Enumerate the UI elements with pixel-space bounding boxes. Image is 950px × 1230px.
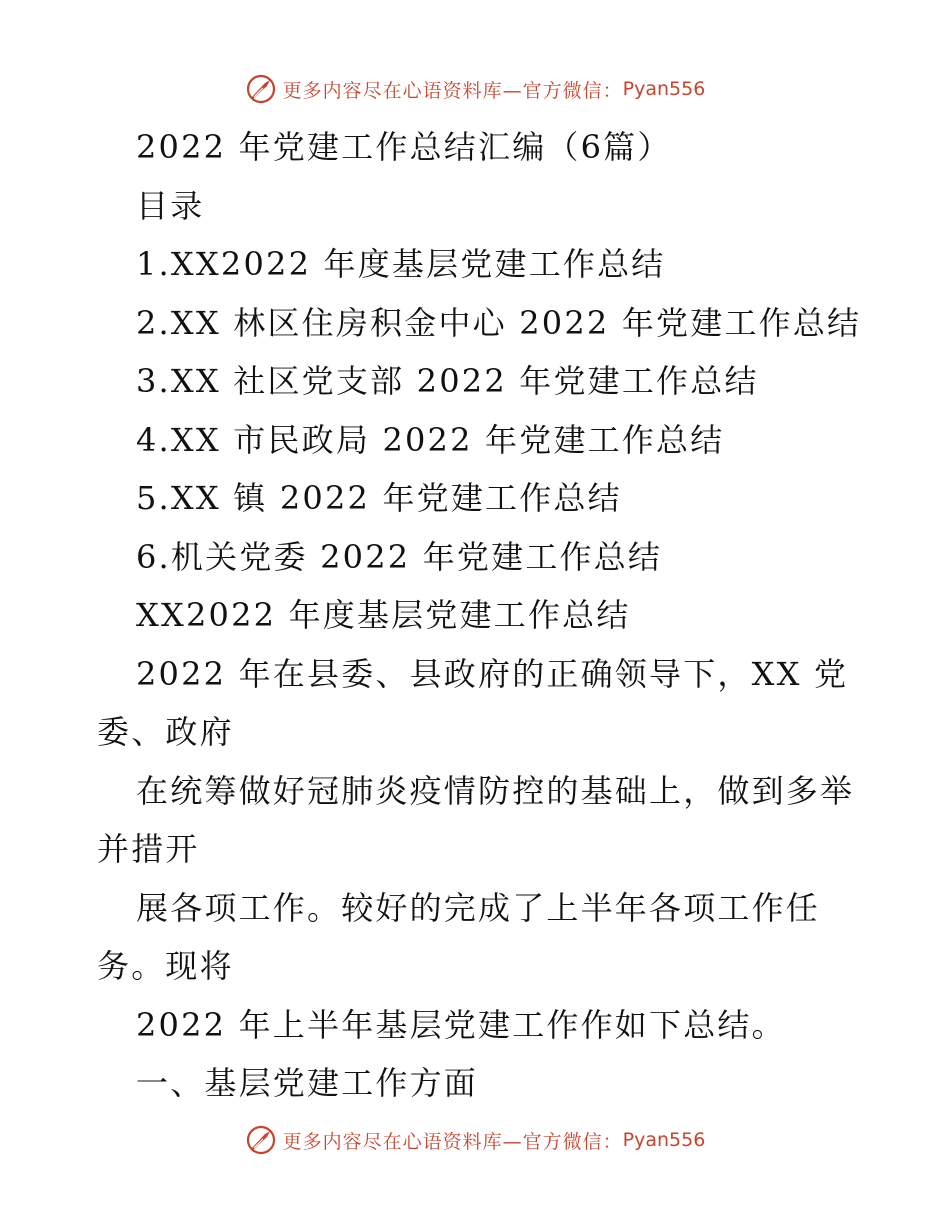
document-body: [97, 118, 862, 1113]
body-line: 务。现将: [97, 947, 234, 985]
toc-heading: 目录: [136, 186, 205, 225]
toc-item-3: 3.XX 社区党支部 2022 年党建工作总结: [136, 362, 759, 400]
body-line: 2022 年上半年基层党建工作作如下总结。: [136, 1005, 786, 1044]
footer-watermark: [0, 1124, 950, 1156]
watermark-wechat-id: Pyan556: [622, 78, 706, 100]
quill-logo-icon: [245, 1124, 277, 1156]
body-line: 展各项工作。较好的完成了上半年各项工作任: [136, 888, 821, 927]
subsection-heading: 一、基层党建工作方面: [136, 1064, 479, 1102]
watermark-text: 更多内容尽在心语资料库—官方微信：: [282, 1130, 623, 1153]
header-watermark: [0, 73, 950, 105]
toc-item-1: 1.XX2022 年度基层党建工作总结: [136, 245, 666, 283]
body-line: 在统筹做好冠肺炎疫情防控的基础上，做到多举: [136, 771, 855, 810]
toc-item-4: 4.XX 市民政局 2022 年党建工作总结: [136, 420, 725, 459]
toc-item-5: 5.XX 镇 2022 年党建工作总结: [136, 479, 622, 517]
watermark-wechat-id: Pyan556: [622, 1129, 706, 1151]
watermark-text: 更多内容尽在心语资料库—官方微信：: [282, 79, 623, 102]
toc-item-6: 6.机关党委 2022 年党建工作总结: [136, 537, 663, 576]
quill-logo-icon: [245, 73, 277, 105]
section-title: XX2022 年度基层党建工作总结: [136, 596, 631, 634]
document-title: 2022 年党建工作总结汇编（6篇）: [136, 128, 672, 166]
body-line: 委、政府: [97, 713, 234, 751]
body-line: 并措开: [97, 830, 200, 868]
body-line: 2022 年在县委、县政府的正确领导下，XX 党: [136, 654, 849, 693]
toc-item-2: 2.XX 林区住房积金中心 2022 年党建工作总结: [136, 303, 862, 342]
